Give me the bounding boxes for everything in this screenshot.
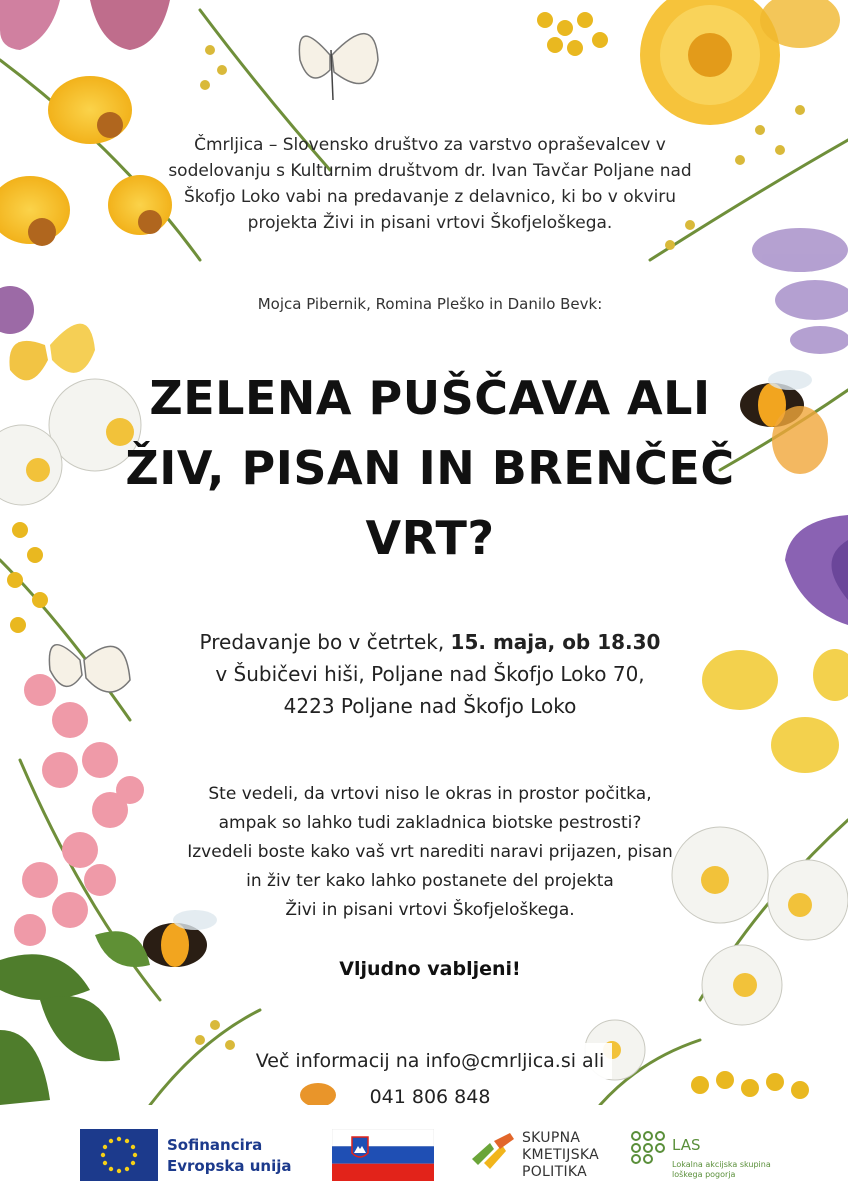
event-postcode-line: 4223 Poljane nad Škofjo Loko (283, 694, 577, 718)
las-subtitle: Lokalna akcijska skupina loškega pogorja (672, 1160, 771, 1179)
lavender-right-icon (752, 228, 848, 354)
skp-line-1: SKUPNA (522, 1130, 581, 1146)
title-line-1: ZELENA PUŠČAVA ALI (149, 371, 711, 425)
description-line: Ste vedeli, da vrtovi niso le okras in prostor počitka, (208, 784, 652, 804)
contact-info (220, 1043, 640, 1105)
las-title: LAS (672, 1136, 701, 1154)
event-details (150, 626, 710, 722)
description-line: in živ ter kako lahko postanete del projekta (246, 871, 614, 891)
title-line-3: VRT? (365, 511, 495, 565)
authors-line: Mojca Pibernik, Romina Pleško in Danilo Bevk: (257, 295, 603, 313)
skp-line-2: KMETIJSKA (522, 1147, 600, 1163)
contact-phone: 041 806 848 (362, 1079, 499, 1105)
eu-flag-icon (80, 1129, 158, 1181)
las-logo-icon (630, 1130, 670, 1164)
white-butterfly-top-icon (299, 34, 378, 100)
intro-paragraph: Čmrljica – Slovensko društvo za varstvo opraševalcev v sodelovanju s Kulturnim društvom dr. Ivan Tavčar Poljane nad Škofjo Loko vabi na predavanje z delavnico, ki bo v okviru projekta Živi in pisani vrtovi Škofjeloškega. (168, 135, 692, 233)
purple-crocus-icon (785, 515, 848, 625)
slovenia-flag-icon (332, 1129, 434, 1181)
pink-yarrow-icon (14, 674, 144, 946)
event-date-line (150, 626, 710, 658)
description-line: Živi in pisani vrtovi Škofjeloškega. (285, 900, 575, 920)
thistle-left-icon (0, 286, 34, 334)
skp-logo-icon (470, 1131, 516, 1171)
yellow-daisy-icon (0, 76, 172, 246)
description-line: ampak so lahko tudi zakladnica biotske pestrosti? (218, 813, 642, 833)
yellow-butterfly-icon (9, 324, 95, 381)
event-date-prefix: Predavanje bo v četrtek, (199, 630, 451, 654)
title-line-2: ŽIV, PISAN IN BRENČEČ (125, 441, 735, 495)
event-location-line: v Šubičevi hiši, Poljane nad Škofjo Loko 70, (215, 662, 645, 686)
green-leaves-icon (0, 931, 150, 1105)
event-title (110, 363, 750, 573)
description-line: Izvedeli boste kako vaš vrt narediti naravi prijazen, pisan (187, 842, 673, 862)
skp-label (522, 1130, 599, 1181)
eu-label-line-1: Sofinancira (167, 1136, 263, 1154)
eu-label-line-2: Evropska unija (167, 1157, 292, 1175)
eu-cofinancing-label (167, 1135, 291, 1177)
contact-email-line: Več informacij na info@cmrljica.si ali (248, 1043, 613, 1079)
skp-line-3: POLITIKA (522, 1164, 587, 1180)
description-paragraph (150, 780, 710, 925)
white-butterfly-left-icon (49, 645, 130, 692)
yellow-flower-top-right-icon (640, 0, 840, 125)
invitation-text: Vljudno vabljeni! (339, 958, 521, 980)
event-date: 15. maja, ob 18.30 (450, 630, 661, 654)
pink-flower-top-left-icon (0, 0, 170, 50)
